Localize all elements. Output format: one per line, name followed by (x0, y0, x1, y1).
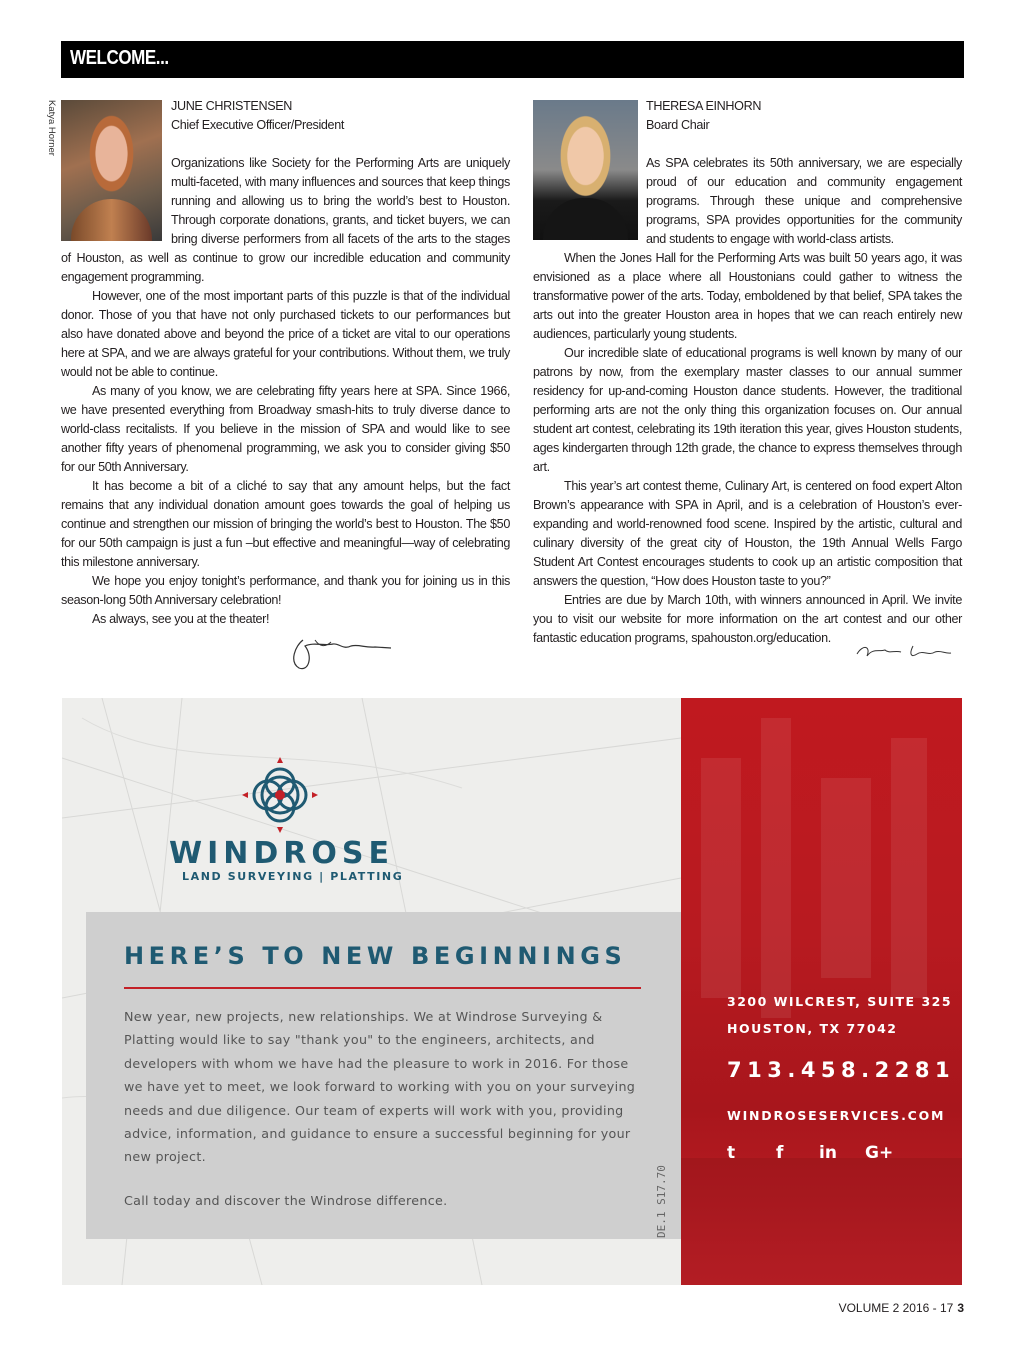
paragraph: However, one of the most important parts of this puzzle is that of the individual donor. Those of you that have not only purchased tickets to our performances but also have donated above and beyond the price of a ticket are vital to our operations here at SPA, and we are always grateful for your contributions. Without them, we truly would not be able to continue. (61, 289, 510, 379)
ad-phone[interactable]: 713.458.2281 (727, 1058, 956, 1082)
paragraph: We hope you enjoy tonight’s performance, and thank you for joining us in this season-long 50th Anniversary celebration! (61, 574, 510, 607)
linkedin-icon[interactable]: in (819, 1143, 837, 1163)
author-name: THERESA EINHORN (646, 99, 762, 113)
volume-label: VOLUME 2 2016 - 17 (838, 1301, 954, 1315)
author-role: Chief Executive Officer/President (171, 118, 345, 132)
paragraph: As many of you know, we are celebrating fifty years here at SPA. Since 1966, we have presented everything from Broadway smash-hits to truly diverse dance to world-class recitalists. If you believe in the mission of SPA and would like to see another fifty years of phenomenal programming, we ask you to consider giving $50 for our 50th Anniversary. (61, 384, 510, 474)
twitter-icon[interactable]: t (727, 1143, 736, 1163)
paragraph: When the Jones Hall for the Performing Arts was built 50 years ago, it was envisioned as a place where all Houstonians could gather to witness the transformative power of the arts. Today, emboldened by that belief, SPA takes the arts out into the greater Houston area in hopes that we can reach entirely new audiences, particularly young students. (533, 251, 962, 341)
signature-theresa (853, 640, 953, 662)
signature-june (285, 632, 395, 672)
paragraph: As always, see you at the theater! (92, 612, 270, 626)
map-stamp: DE.1 S17.70 (655, 1165, 668, 1238)
photo-theresa-einhorn (533, 100, 638, 240)
section-header (61, 41, 964, 78)
ad-divider (124, 987, 641, 989)
letter-june (61, 97, 510, 629)
paragraph: It has become a bit of a cliché to say that any amount helps, but the fact remains that any individual donation amount goes towards the goal of helping us continue and strengthen our mission of bringing the world’s best to Houston. The $50 for our 50th campaign is just a fun –but effective and meaningful—way of celebrating this milestone anniversary. (61, 479, 510, 569)
windrose-advertisement (62, 698, 962, 1285)
paragraph: As SPA celebrates its 50th anniversary, we are especially proud of our education and community engagement programs. Through these unique and comprehensive programs, SPA provides opportunities for the community and students to engage with world-class artists. (646, 156, 962, 246)
section-title: WELCOME... (70, 47, 169, 69)
ad-city-photo (681, 698, 962, 1285)
windrose-logo-icon (240, 755, 320, 835)
author-role: Board Chair (646, 118, 710, 132)
photo-june-christensen (61, 100, 162, 241)
ad-address-line1: 3200 WILCREST, SUITE 325 (727, 994, 953, 1009)
paragraph: Our incredible slate of educational programs is well known by many of our patrons by now, from the exemplary master classes to our annual summer residency for up-and-coming Houston dance students. However, the traditional performing arts are not the only thing this organization focuses on. Our annual student art contest, celebrating its 19th iteration this year, gives Houston students, ages kindergarten through 12th grade, the chance to express themselves through art. (533, 346, 962, 474)
ad-website[interactable]: WINDROSESERVICES.COM (727, 1108, 946, 1123)
paragraph: Organizations like Society for the Performing Arts are uniquely multi-faceted, with many influences and sources that keep things running and allowing us to bring the world’s best to Houston. Through corporate donations, grants, and ticket buyers, we can bring diverse performers from all facets of the arts to the stages of Houston, as well as continue to grow our incredible education and community engagement programming. (61, 156, 510, 284)
ad-brand-tagline: LAND SURVEYING | PLATTING (182, 870, 404, 883)
facebook-icon[interactable]: f (776, 1143, 784, 1163)
ad-body-text: New year, new projects, new relationships. We at Windrose Surveying & Platting would like to say "thank you" to the engineers, architects, and developers with whom we have had the pleasure to work in 2016. For those we have yet to meet, we look forward to working with you on your surveying needs and due diligence. Our team of experts will work with you, providing advice, information, and guidance to ensure a successful beginning for your new project. (124, 1009, 636, 1165)
google-plus-icon[interactable]: G+ (865, 1143, 894, 1163)
letter-theresa (533, 97, 962, 648)
ad-address-line2: HOUSTON, TX 77042 (727, 1021, 898, 1036)
author-name: JUNE CHRISTENSEN (171, 99, 293, 113)
photo-credit: Katya Horner (46, 100, 57, 156)
page-footer (839, 1301, 964, 1315)
ad-headline: HERE’S TO NEW BEGINNINGS (124, 942, 627, 970)
paragraph: Entries are due by March 10th, with winners announced in April. We invite you to visit our website for more information on the art contest and our other fantastic education programs, spahouston.org/education. (533, 593, 962, 645)
page-number: 3 (957, 1301, 964, 1315)
ad-brand-name: WINDROSE (169, 836, 394, 871)
paragraph: This year’s art contest theme, Culinary Art, is centered on food expert Alton Brown’s appearance with SPA in April, and is a celebration of Houston’s ever-expanding and world-renowned food scene. Inspired by the artistic, cultural and culinary diversity of the great city of Houston, the 19th Annual Wells Fargo Student Art Contest encourages students to cook up an artistic composition that answers the question, “How does Houston taste to you?” (533, 479, 962, 588)
ad-call-to-action: Call today and discover the Windrose difference. (124, 1193, 448, 1208)
